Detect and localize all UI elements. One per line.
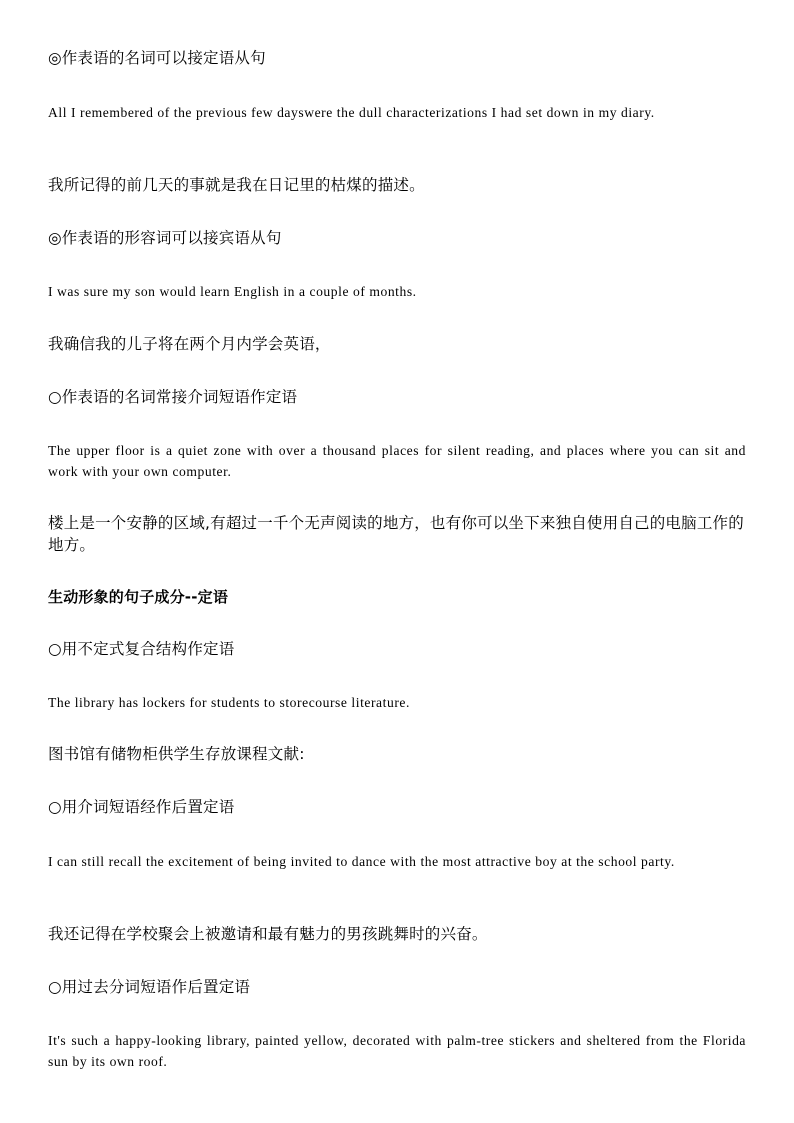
example-sentence-en: I can still recall the excitement of being invited to dance with the most attractive boy at the school party. (48, 854, 675, 869)
heading-infinitive-compound-attributive: ○用不定式复合结构作定语 (48, 640, 235, 658)
example-sentence-en: It's such a happy-looking library, painted yellow, decorated with palm-tree stickers and sheltered from the Florida sun by its own roof. (48, 1033, 746, 1069)
section-title-attributive: 生动形象的句子成分--定语 (48, 588, 229, 606)
example-sentence-en: I was sure my son would learn English in a couple of months. (48, 284, 417, 299)
example-sentence-en: All I remembered of the previous few dayswere the dull characterizations I had set down in my diary. (48, 105, 655, 120)
translation-zh: 我确信我的儿子将在两个月内学会英语， (48, 335, 331, 353)
example-sentence-en: The upper floor is a quiet zone with over a thousand places for silent reading, and places where you can sit and work with your own computer. (48, 443, 746, 479)
example-sentence-en: The library has lockers for students to storecourse literature. (48, 695, 410, 710)
translation-zh: 图书馆有储物柜供学生存放课程文献: (48, 745, 305, 763)
heading-prepositional-phrase-postpositive: ○用介词短语经作后置定语 (48, 798, 235, 816)
translation-zh: 我还记得在学校聚会上被邀请和最有魅力的男孩跳舞时的兴奋。 (48, 925, 488, 943)
translation-zh: 我所记得的前几天的事就是我在日记里的枯煤的描述。 (48, 176, 425, 194)
translation-zh: 楼上是一个安静的区域,有超过一千个无声阅读的地方，也有你可以坐下来独自使用自己的电脑工作的地方。 (48, 514, 744, 554)
heading-predicative-noun-attributive-clause: ◎作表语的名词可以接定语从句 (48, 49, 266, 67)
heading-past-participle-postpositive: ○用过去分词短语作后置定语 (48, 978, 251, 996)
heading-predicative-adjective-object-clause: ◎作表语的形容词可以接宾语从句 (48, 229, 282, 247)
heading-predicative-noun-prepositional-phrase: ○作表语的名词常接介词短语作定语 (48, 388, 298, 406)
